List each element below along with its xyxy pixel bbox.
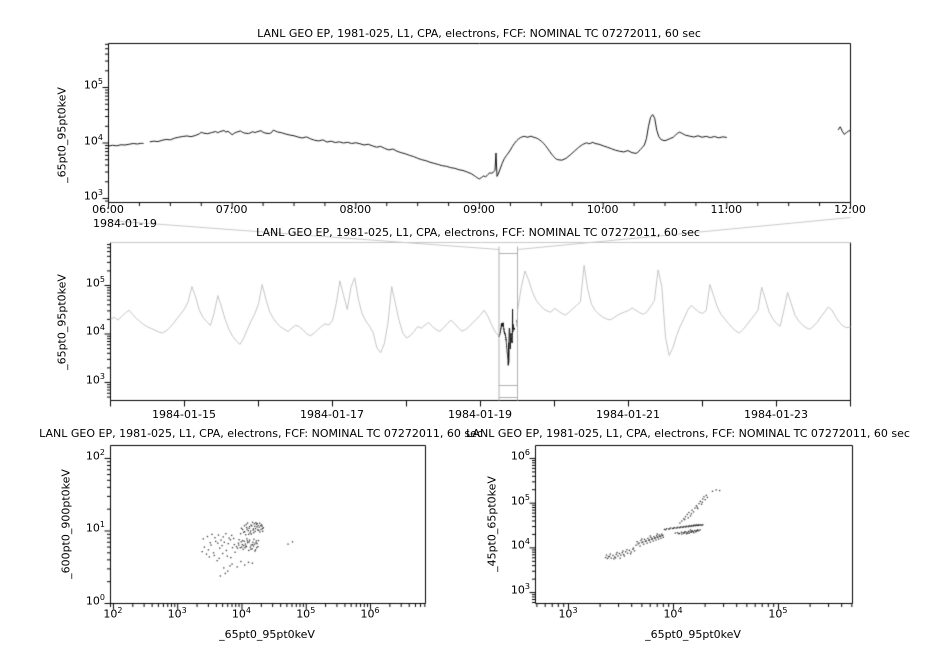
y-tick-label: $10^3$ (510, 582, 530, 597)
top-x-tick-label: 12:00 (834, 203, 866, 216)
overview-x-tick-label: 1984-01-23 (744, 408, 808, 421)
y-tick-label: $10^6$ (510, 447, 530, 463)
x-tick-label: $10^5$ (768, 606, 788, 621)
top-panel-y-axis-label: _65pt0_95pt0keV (55, 87, 69, 183)
overview-panel-title: LANL GEO EP, 1981-025, L1, CPA, electrons, FCF: NOMINAL TC 07272011, 60 sec (256, 226, 700, 239)
top-x-tick-label: 07:00 (215, 203, 248, 216)
top-x-tick-label: 11:00 (710, 203, 743, 216)
y-tick-label: $10^2$ (85, 447, 105, 463)
y-tick-label: $10^5$ (85, 275, 105, 290)
scatter2-plot-area[interactable] (535, 445, 852, 603)
y-tick-label: $10^3$ (83, 187, 103, 203)
scatter1-y-axis-label: _600pt0_900pt0keV (59, 469, 73, 579)
scatter1-panel-title: LANL GEO EP, 1981-025, L1, CPA, electrons, FCF: NOMINAL TC 07272011, 60 sec (39, 427, 483, 440)
context-selection-box[interactable] (494, 244, 521, 402)
top-x-tick-label: 09:00 (463, 203, 495, 216)
overview-x-tick-label: 1984-01-17 (300, 408, 364, 421)
overview-x-tick-label: 1984-01-21 (596, 408, 660, 421)
top-x-tick-label: 08:00 (339, 203, 372, 216)
scatter2-y-axis-label: _45pt0_65pt0keV (485, 476, 499, 572)
x-tick-label: $10^4$ (231, 606, 252, 621)
top-x-tick-label: 10:00 (586, 203, 619, 216)
x-tick-label: $10^2$ (103, 606, 123, 621)
overview-plot-area[interactable] (110, 242, 850, 400)
y-tick-label: $10^4$ (85, 323, 105, 339)
scatter1-x-axis-label: _65pt0_95pt0keV (219, 628, 315, 641)
overview-panel-y-axis-label: _65pt0_95pt0keV (55, 274, 69, 370)
y-tick-label: $10^0$ (85, 593, 105, 608)
x-tick-label: $10^3$ (558, 606, 578, 621)
y-tick-label: $10^4$ (510, 537, 530, 553)
scatter2-x-axis-label: _65pt0_95pt0keV (645, 628, 741, 641)
y-tick-label: $10^3$ (85, 371, 105, 387)
y-tick-label: $10^1$ (85, 520, 105, 536)
scatter2-panel-title: LANL GEO EP, 1981-025, L1, CPA, electrons, FCF: NOMINAL TC 07272011, 60 sec (466, 427, 910, 440)
x-tick-label: $10^3$ (167, 606, 187, 621)
top-plot-area[interactable] (108, 43, 850, 202)
x-tick-label: $10^6$ (360, 606, 380, 621)
y-tick-label: $10^5$ (510, 492, 530, 508)
x-tick-label: $10^5$ (296, 606, 316, 621)
top-x-tick-label: 06:00 (92, 203, 124, 216)
overview-x-tick-label: 1984-01-15 (152, 408, 216, 421)
top-panel-title: LANL GEO EP, 1981-025, L1, CPA, electrons, FCF: NOMINAL TC 07272011, 60 sec (257, 27, 701, 40)
scatter1-plot-area[interactable] (110, 445, 425, 603)
y-tick-label: $10^5$ (83, 77, 103, 92)
y-tick-label: $10^4$ (83, 132, 103, 148)
x-tick-label: $10^4$ (663, 606, 683, 621)
overview-x-tick-label: 1984-01-19 (448, 408, 512, 421)
top-panel-date-label: 1984-01-19 (93, 217, 157, 230)
